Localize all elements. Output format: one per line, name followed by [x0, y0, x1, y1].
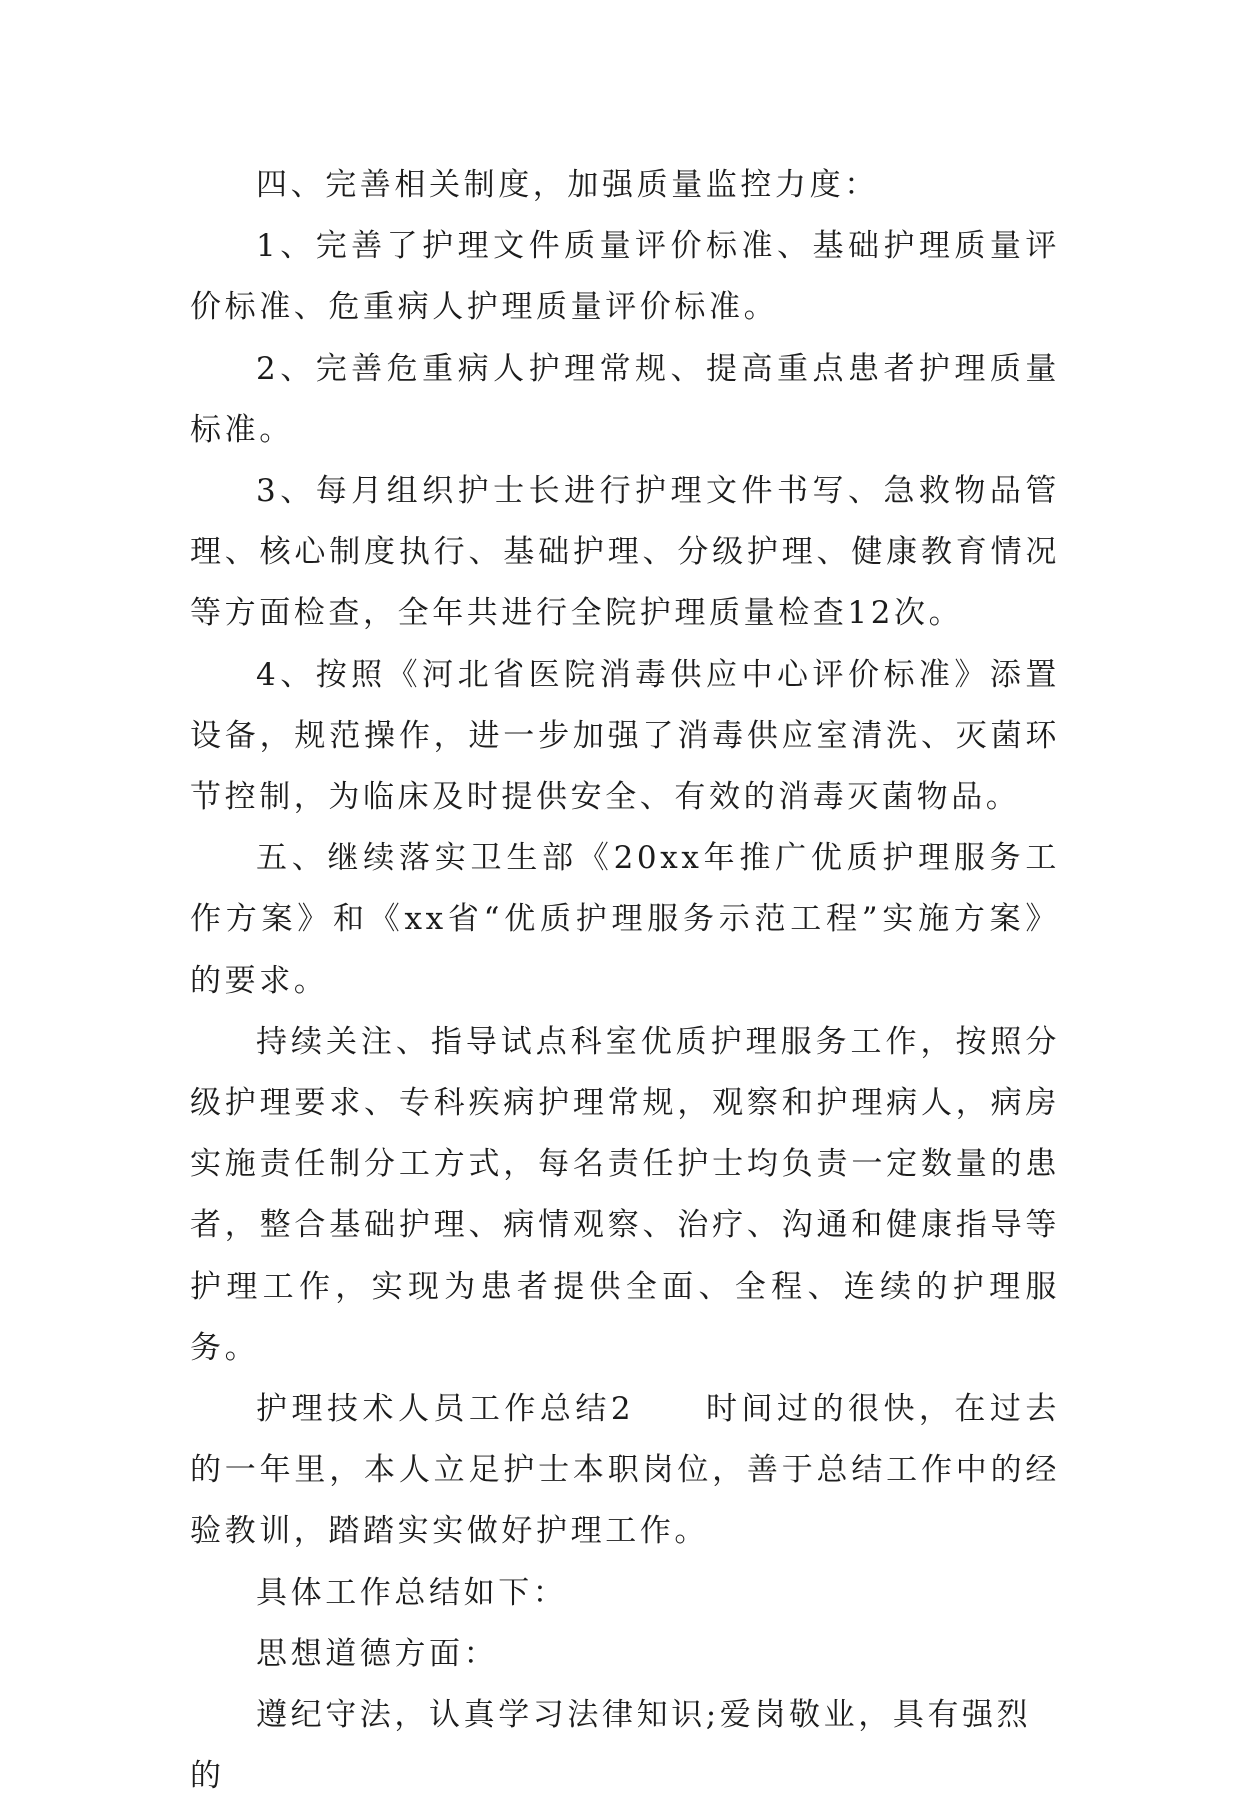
paragraph-moral-heading: 思想道德方面：: [256, 1635, 499, 1672]
paragraph-section-four-heading: 四、完善相关制度，加强质量监控力度：: [256, 167, 879, 203]
paragraph-item-4: 4、按照《河北省医院消毒供应中心评价标准》添置设备，规范操作，进一步加强了消毒供应室清洗、灭菌环节控制，为临床及时提供安全、有效的消毒灭菌物品。: [190, 656, 1060, 816]
paragraph-item-1: 1、完善了护理文件质量评价标准、基础护理质量评价标准、危重病人护理质量评价标准。: [190, 228, 1060, 326]
paragraph-item-3: 3、每月组织护士长进行护理文件书写、急救物品管理、核心制度执行、基础护理、分级护理、健康教育情况等方面检查，全年共进行全院护理质量检查12次。: [190, 473, 1060, 632]
paragraph-quality-nursing: 持续关注、指导试点科室优质护理服务工作，按照分级护理要求、专科疾病护理常规，观察和护理病人，病房实施责任制分工方式，每名责任护士均负责一定数量的患者，整合基础护理、病情观察、治疗、沟通和健康指导等护理工作，实现为患者提供全面、全程、连续的护理服务。: [190, 1023, 1060, 1366]
paragraph-summary-lead: 具体工作总结如下：: [256, 1574, 568, 1611]
paragraph-summary-2-intro: 护理技术人员工作总结2 时间过的很快，在过去的一年里，本人立足护士本职岗位，善于总结工作中的经验教训，踏踏实实做好护理工作。: [190, 1391, 1060, 1550]
paragraph-section-five-heading: 五、继续落实卫生部《20xx年推广优质护理服务工作方案》和《xx省“优质护理服务示范工程”实施方案》的要求。: [190, 840, 1060, 999]
document-body: [190, 155, 1060, 1807]
paragraph-moral-text: 遵纪守法，认真学习法律知识;爱岗敬业，具有强烈的: [190, 1697, 1032, 1795]
paragraph-item-2: 2、完善危重病人护理常规、提高重点患者护理质量标准。: [190, 350, 1060, 448]
